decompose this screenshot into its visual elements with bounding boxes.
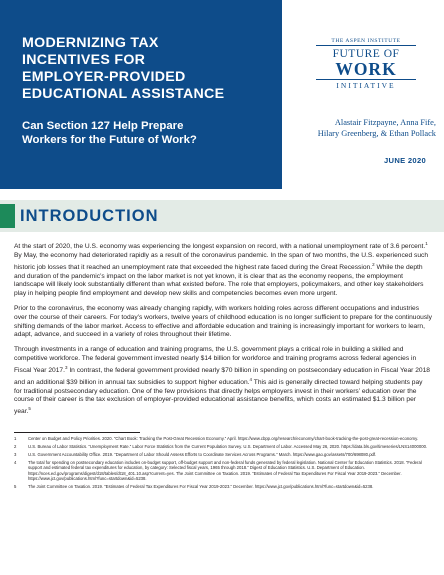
paragraph-text: By May, the economy had deteriorated rapidly as a result of the coronavirus pandemic. In the span of two months, the U.S. experienced such historic job losses that it reached an unemployment rate that exceeded the highest rate faced during the Great Recession. bbox=[14, 251, 429, 271]
footnote-text: U.S. Bureau of Labor Statistics. “Unemployment Rate.” Labor Force Statistics from the Current Population Survey. U.S. Department of Labor. Accessed May 26, 2020. https://data.bls.gov/timeseries/LNS14000000. bbox=[28, 443, 428, 449]
logo-institute-name: THE ASPEN INSTITUTE bbox=[316, 38, 416, 46]
footnote-text: Center on Budget and Policy Priorities. 2020. “Chart Book: Tracking the Post-Great Recession Economy.” April. https://www.cbpp.org/research/economy/chart-book-tracking-the-post-great-recession-economy. bbox=[28, 436, 419, 441]
footnote-ref: 3 bbox=[64, 364, 68, 370]
report-title-line: INCENTIVES FOR bbox=[22, 52, 146, 68]
paragraph-text: Through investments in a range of education and training programs, the U.S. government plays a critical role in building a skilled and competitive workforce. The federal government invested nearly $14 billion for workforce and training programs across federal agencies in Fiscal Year 2017. bbox=[14, 346, 417, 375]
logo-line-initiative: INITIATIVE bbox=[316, 79, 416, 90]
author-line: Hilary Greenberg, & Ethan Pollack bbox=[317, 128, 436, 138]
report-title bbox=[22, 35, 272, 103]
report-subtitle-line: Workers for the Future of Work? bbox=[22, 134, 197, 146]
footnote bbox=[14, 484, 432, 490]
report-subtitle bbox=[22, 119, 272, 147]
footnote-divider bbox=[14, 432, 140, 433]
footnote-number: 4 bbox=[14, 459, 17, 465]
body-text bbox=[14, 240, 432, 424]
paragraph-text: At the start of 2020, the U.S. economy was experiencing the longest expansion on record, with a national unemployment rate of 3.6 percent. bbox=[14, 243, 426, 251]
aspen-institute-logo bbox=[316, 38, 416, 90]
footnote-number: 3 bbox=[14, 451, 17, 457]
publication-date: JUNE 2020 bbox=[384, 156, 426, 165]
footnote-number: 5 bbox=[14, 484, 17, 490]
footnote-ref: 4 bbox=[249, 376, 253, 382]
paragraph-text: This aid is generally directed toward helping students pay for traditional postsecondary education. One of the few provisions that directly helps employers invest in their workers’ education over the course of their career is the tax exclusion of employer-provided educational assistance benefits, which costs an estimated $1.3 billion per year. bbox=[14, 379, 423, 416]
footnote-number: 2 bbox=[14, 443, 17, 449]
footnote bbox=[14, 444, 432, 450]
cover-banner bbox=[0, 0, 282, 189]
footnote-list bbox=[14, 436, 432, 492]
footnote-text: U.S. Government Accountability Office. 2019. “Department of Labor Should Assess Efforts to Coordinate Services Across Programs.” March. https://www.gao.gov/assets/700/698080.pdf. bbox=[28, 451, 377, 457]
paragraph bbox=[14, 346, 432, 417]
section-accent-bar bbox=[0, 204, 15, 228]
footnote-ref: 2 bbox=[372, 261, 375, 267]
paragraph-text: While the depth and duration of the pandemic’s impact on the labor market is not yet known, it is clear that as the economy reopens, the employment landscape will likely look substantially different than what existed before. The role that employers, policymakers, and other key stakeholders play in helping people find employment and develop new skills and competencies becomes even more urgent. bbox=[14, 263, 424, 297]
author-list bbox=[290, 118, 436, 139]
paragraph bbox=[14, 305, 432, 340]
section-header bbox=[0, 200, 444, 232]
report-subtitle-line: Can Section 127 Help Prepare bbox=[22, 120, 184, 132]
footnote bbox=[14, 436, 432, 442]
paragraph-text: Prior to the coronavirus, the economy was already changing rapidly, with workers holding roles across different occupations and industries over the course of their careers. For today’s workers, twelve years of childhood education is no longer sufficient to prepare for the continuously shifting demands of the labor market. Access to effective and affordable education and training is increasingly important for workers to learn, adapt, advance, and succeed in a variety of roles throughout their lifetime. bbox=[14, 305, 432, 339]
footnote-text: The Joint Committee on Taxation. 2019. “Estimates of Federal Tax Expenditures For Fiscal Year 2019-2023.” December. https://www.jct.gov/publications.html?func=startdown&id=5238. bbox=[28, 484, 374, 490]
footnote bbox=[14, 452, 432, 458]
footnote bbox=[14, 460, 432, 482]
report-title-line: MODERNIZING TAX bbox=[22, 35, 159, 51]
footnote-number: 1 bbox=[14, 436, 17, 441]
report-title-line: EDUCATIONAL ASSISTANCE bbox=[22, 86, 225, 102]
footnote-ref: 1 bbox=[425, 241, 428, 246]
footnote-text: The total for spending on postsecondary education includes on-budget support, off-budget support and non-federal funds generated by federal legislation. National Center for Education Statistics. 2018. “Federal support and estimated federal tax expenditures for education, by category: Selected fiscal years, 1965 through 2018.” Digest of Education Statistics. U.S. Department of Education. https://nces.ed.gov/programs/digest/d18/tables/dt18_401.10.asp?current=yes. The Joint Committee on Taxation. 2019. “Estimates of Federal Tax Expenditures For Fiscal Year 2019-2023.” December. https://www.jct.gov/publications.html?func=startdown&id=5238. bbox=[28, 459, 422, 482]
section-title: INTRODUCTION bbox=[20, 207, 159, 225]
report-title-line: EMPLOYER-PROVIDED bbox=[22, 69, 186, 85]
logo-line-future-of: FUTURE OF bbox=[332, 48, 400, 60]
author-line: Alastair Fitzpayne, Anna Fife, bbox=[334, 118, 436, 127]
paragraph-text: In contrast, the federal government provided nearly $70 billion in spending on postsecondary education in Fiscal Year 2018 and an additional $39 billion in annual tax subsidies to support higher education. bbox=[14, 367, 430, 387]
paragraph bbox=[14, 240, 432, 299]
logo-line-work: WORK bbox=[335, 59, 397, 79]
footnote-ref: 5 bbox=[28, 406, 31, 412]
